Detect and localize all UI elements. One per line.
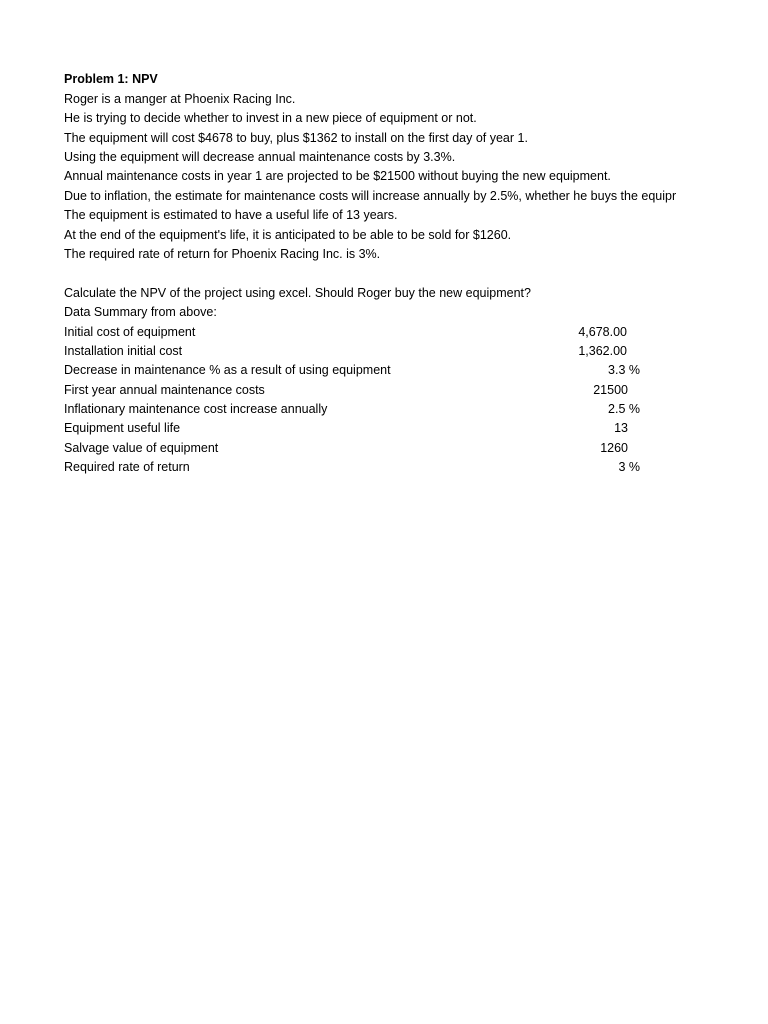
summary-label: Initial cost of equipment [64, 325, 196, 339]
summary-label: Installation initial cost [64, 344, 183, 358]
summary-row [64, 324, 644, 340]
problem-line: He is trying to decide whether to invest in a new piece of equipment or not. [64, 111, 477, 125]
problem-title: Problem 1: NPV [64, 72, 158, 86]
summary-value: 3 % [618, 460, 640, 474]
problem-line: The equipment is estimated to have a useful life of 13 years. [64, 208, 398, 222]
summary-value: 1,362.00 [578, 344, 627, 358]
summary-row [64, 382, 644, 398]
summary-value: 13 [614, 421, 628, 435]
summary-row [64, 459, 644, 475]
summary-heading: Data Summary from above: [64, 305, 217, 319]
summary-label: First year annual maintenance costs [64, 383, 265, 397]
summary-label: Equipment useful life [64, 421, 181, 435]
summary-value: 3.3 % [608, 363, 640, 377]
problem-line: Annual maintenance costs in year 1 are projected to be $21500 without buying the new equipment. [64, 169, 611, 183]
summary-row [64, 362, 644, 378]
problem-line: The required rate of return for Phoenix Racing Inc. is 3%. [64, 247, 381, 261]
problem-line: Due to inflation, the estimate for maintenance costs will increase annually by 2.5%, whether he buys the equipr [64, 189, 677, 203]
summary-row [64, 420, 644, 436]
summary-value: 4,678.00 [578, 325, 627, 339]
summary-row [64, 401, 644, 417]
summary-label: Decrease in maintenance % as a result of using equipment [64, 363, 391, 377]
problem-line: At the end of the equipment's life, it is anticipated to be able to be sold for $1260. [64, 228, 512, 242]
summary-label: Salvage value of equipment [64, 441, 219, 455]
problem-line: Using the equipment will decrease annual maintenance costs by 3.3%. [64, 150, 456, 164]
question-text: Calculate the NPV of the project using excel. Should Roger buy the new equipment? [64, 286, 531, 300]
summary-label: Inflationary maintenance cost increase annually [64, 402, 328, 416]
summary-value: 21500 [593, 383, 628, 397]
summary-value: 2.5 % [608, 402, 640, 416]
problem-line: Roger is a manger at Phoenix Racing Inc. [64, 92, 296, 106]
problem-line: The equipment will cost $4678 to buy, plus $1362 to install on the first day of year 1. [64, 131, 528, 145]
summary-row [64, 343, 644, 359]
summary-label: Required rate of return [64, 460, 190, 474]
summary-row [64, 440, 644, 456]
summary-value: 1260 [600, 441, 628, 455]
